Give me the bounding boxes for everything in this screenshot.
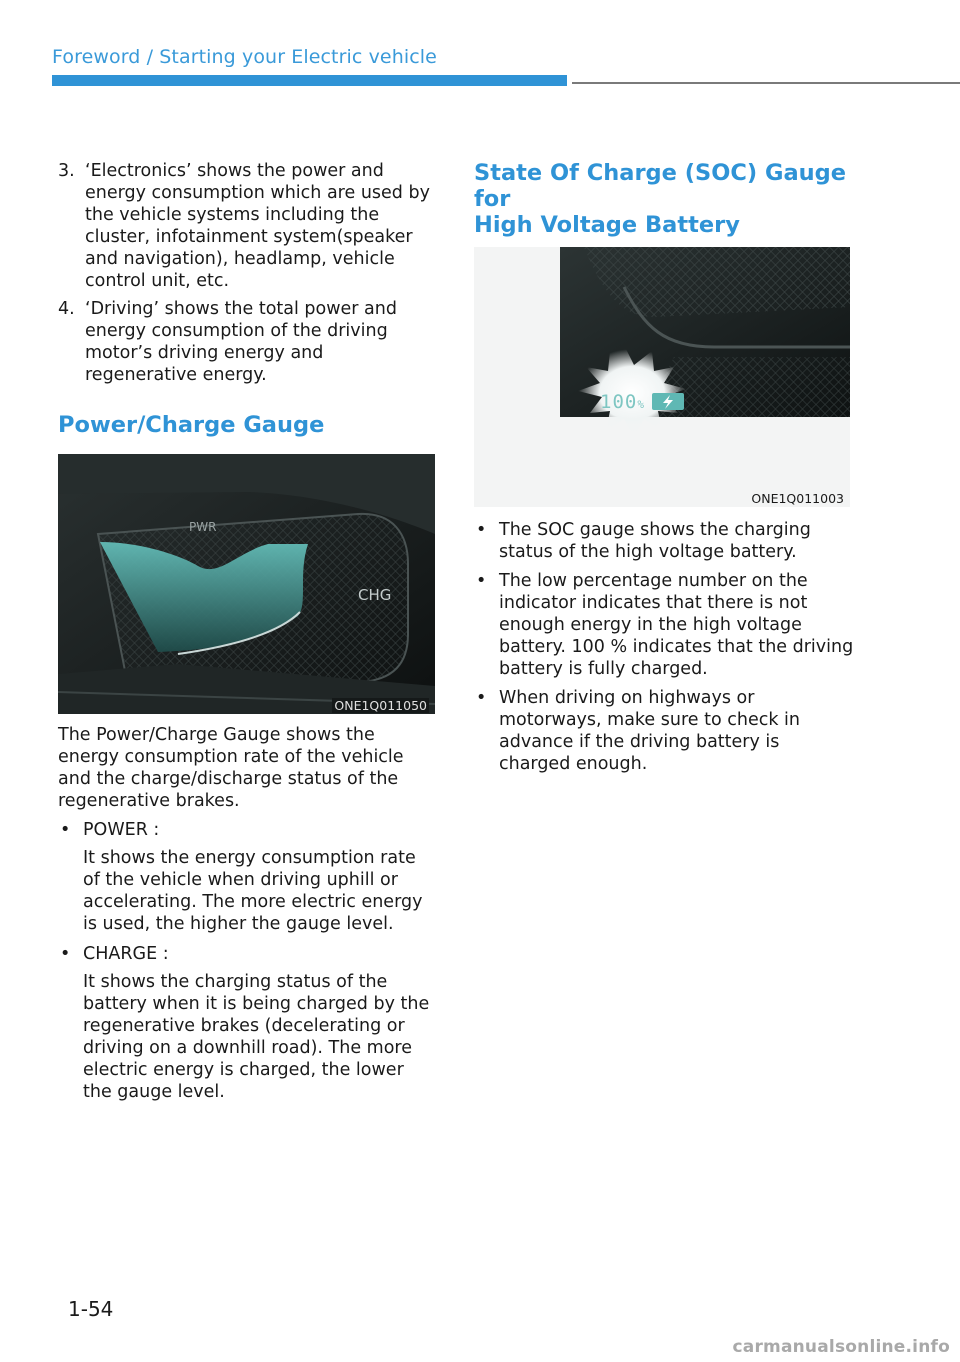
bullet-text: The SOC gauge shows the charging status of the high voltage battery. [499, 520, 811, 562]
list-number: 4. [58, 299, 75, 319]
soc-bullet-1 [474, 519, 854, 563]
bullet-charge-text: It shows the charging status of the battery when it is being charged by the regenerative brakes (decelerating or driving on a downhill road). The more electric energy is charged, the lower the gauge level. [83, 972, 430, 1102]
soc-bullet-3 [474, 687, 854, 775]
list-item-3 [58, 160, 438, 292]
chg-label: CHG [358, 586, 392, 604]
header-accent-bar [52, 75, 567, 86]
pwr-label: PWR [189, 520, 217, 534]
header-divider [572, 82, 960, 84]
bullet-power-text: It shows the energy consumption rate of the vehicle when driving uphill or accelerating. The more electric energy is used, the higher the gauge level. [83, 848, 423, 934]
section-title-line-2: High Voltage Battery [474, 212, 740, 238]
bullet-text: When driving on highways or motorways, make sure to check in advance if the driving battery is charged enough. [499, 688, 800, 774]
bullet-charge [58, 943, 438, 965]
figure-code: ONE1Q011050 [334, 698, 427, 713]
soc-unit: % [637, 398, 645, 411]
watermark[interactable]: carmanualsonline.info [732, 1337, 950, 1357]
right-column [474, 160, 854, 775]
list-number: 3. [58, 161, 75, 181]
figure-code: ONE1Q011003 [751, 491, 844, 506]
bullet-dot: • [476, 520, 487, 540]
header-title: Foreword / Starting your Electric vehicle [52, 46, 437, 68]
bullet-text: The low percentage number on the indicator indicates that there is not enough energy in the high voltage battery. 100 % indicates that the driving battery is fully charged. [499, 571, 854, 679]
bullet-label: CHARGE : [83, 944, 169, 964]
soc-gauge-figure [474, 247, 850, 507]
page-number: 1-54 [68, 1297, 114, 1321]
soc-value [600, 391, 645, 413]
bullet-dot: • [476, 688, 487, 708]
bullet-power [58, 819, 438, 841]
soc-bullet-2 [474, 570, 854, 680]
list-item-4 [58, 298, 438, 386]
section-title-line-1: State Of Charge (SOC) Gauge for [474, 160, 847, 212]
left-column [58, 160, 438, 1103]
power-charge-gauge-illustration [58, 454, 435, 714]
section-title-soc [474, 160, 854, 238]
bullet-dot: • [60, 944, 71, 964]
soc-number: 100 [600, 391, 638, 413]
power-charge-gauge-figure [58, 454, 435, 714]
bullet-dot: • [60, 820, 71, 840]
bullet-label: POWER : [83, 820, 160, 840]
list-text: ‘Electronics’ shows the power and energy consumption which are used by the vehicle systems including the cluster, infotainment system(speaker and navigation), headlamp, vehicle control unit, etc. [85, 161, 430, 291]
list-text: ‘Driving’ shows the total power and energy consumption of the driving motor’s driving energy and regenerative energy. [85, 299, 397, 385]
bullet-dot: • [476, 571, 487, 591]
power-charge-intro: The Power/Charge Gauge shows the energy consumption rate of the vehicle and the charge/discharge status of the regenerative brakes. [58, 725, 404, 811]
section-title-power-charge: Power/Charge Gauge [58, 412, 325, 438]
soc-gauge-illustration [474, 247, 850, 507]
